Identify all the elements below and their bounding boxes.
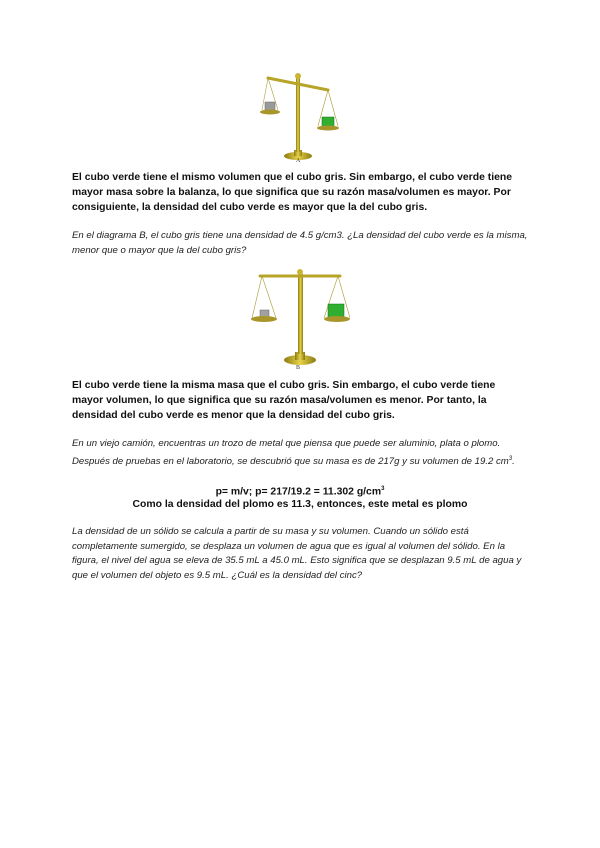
paragraph-b-answer: El cubo verde tiene la misma masa que el cubo gris. Sin embargo, el cubo verde tiene mayor volumen, lo que significa que su razón masa/volumen es menor. Por tanto, la densidad del cubo verde es menor que la densidad del cubo gris. <box>72 380 496 421</box>
question-truck-sup: 3 <box>508 455 513 462</box>
figure-a-label: A <box>296 158 301 164</box>
figure-b-label: B <box>296 365 301 371</box>
balance-figure-a <box>256 68 346 164</box>
question-b: En el diagrama B, el cubo gris tiene una densidad de 4.5 g/cm3. ¿La densidad del cubo verde es la misma, menor que o mayor que la del cubo gris? <box>72 230 528 256</box>
balance-figure-b <box>250 264 350 374</box>
question-truck-end: . <box>512 455 515 467</box>
paragraph-a-answer: El cubo verde tiene el mismo volumen que el cubo gris. Sin embargo, el cubo verde tiene mayor masa sobre la balanza, lo que significa que su razón masa/volumen es mayor. Por consiguiente, la densidad del cubo verde es mayor que la del cubo gris. <box>72 172 512 213</box>
balance-scale-b-icon <box>250 264 350 368</box>
formula-text: p= m/v; p= 217/19.2 = 11.302 g/cm <box>215 486 382 498</box>
question-truck <box>72 437 528 469</box>
question-zinc: La densidad de un sólido se calcula a partir de su masa y su volumen. Cuando un sólido está completamente sumergido, se desplaza un volumen de agua que es igual al volumen del sólido. En la figura, el nivel del agua se eleva de 35.5 mL a 45.0 mL. Esto significa que se desplazan 9.5 mL de agua y que el volumen del objeto es 9.5 mL. ¿Cuál es la densidad del cinc? <box>72 526 522 581</box>
balance-scale-a-icon <box>256 68 346 164</box>
question-truck-text: En un viejo camión, encuentras un trozo de metal que piensa que puede ser aluminio, plata o plomo. Después de pruebas en el laboratorio, se descubrió que su masa es de 217g y su volumen de 19.2 cm <box>72 438 509 467</box>
formula-sup: 3 <box>381 486 385 492</box>
conclusion-text: Como la densidad del plomo es 11.3, entonces, este metal es plomo <box>132 499 468 510</box>
